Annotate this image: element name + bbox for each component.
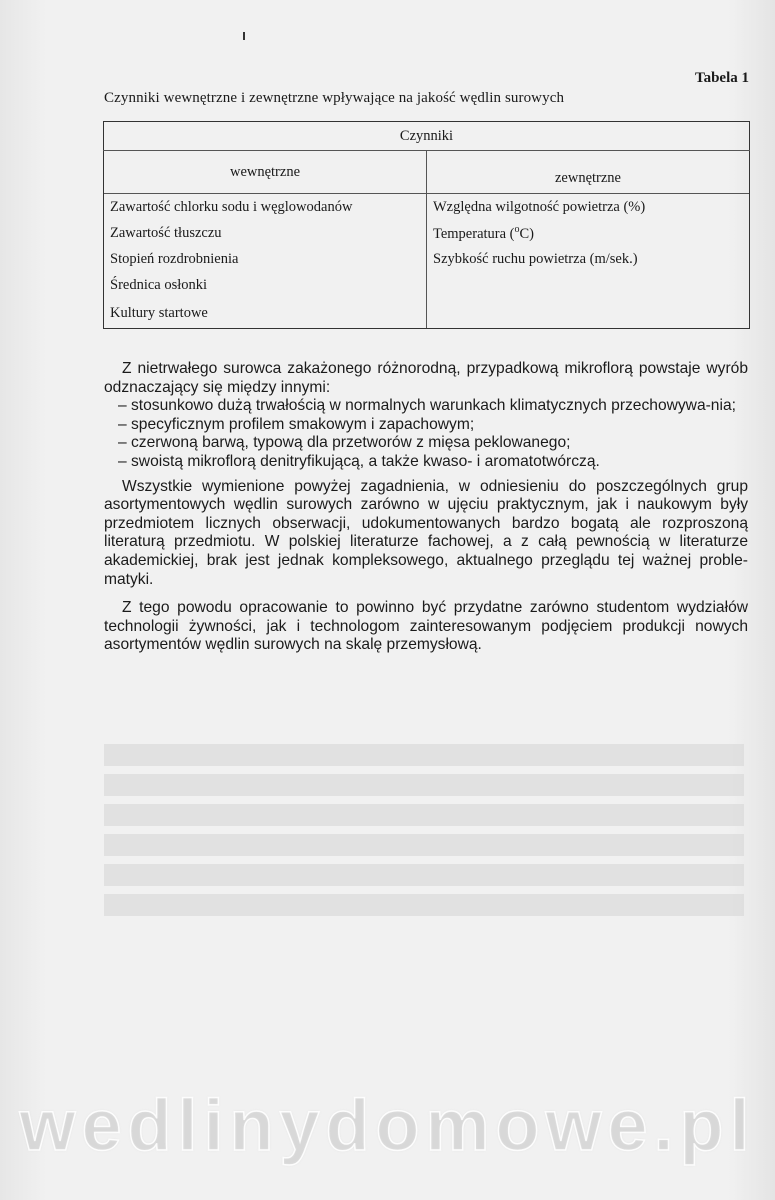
external-factor-cell [427,272,750,298]
table-caption: Czynniki wewnętrzne i zewnętrzne wpływające na jakość wędlin surowych [104,90,565,106]
table-row [104,220,750,246]
bleed-through-text [104,736,744,916]
watermark-text: wedlinydomowe.pl [19,1086,756,1166]
table-row [104,246,750,272]
list-item: – czerwoną barwą, typową dla przetworów z mięsa peklowanego; [118,434,571,452]
internal-factor-cell: Stopień rozdrobnienia [104,246,427,272]
column-header-internal: wewnętrzne [104,151,427,194]
table-row [104,272,750,298]
table-row [104,194,750,220]
bullet-list [104,397,748,471]
list-item: – stosunkowo dużą trwałością w normalnych warunkach klimatycznych przechowywa-nia; [118,397,736,415]
column-header-external: zewnętrzne [427,151,750,194]
table-main-header: Czynniki [104,122,750,151]
internal-factor-cell: Kultury startowe [104,298,427,329]
body-text [104,360,748,665]
page-mark [243,32,245,40]
internal-factor-cell: Średnica osłonki [104,272,427,298]
external-factor-cell: Temperatura ($^o$C) [427,220,750,246]
external-factor-cell: Szybkość ruchu powietrza (m/sek.) [427,246,750,272]
list-item: – specyficznym profilem smakowym i zapachowym; [118,415,475,433]
paragraph-body: Z tego powodu opracowanie to powinno być przydatne zarówno studentom wydziałów technologii żywności, jak i technologom zainteresowanym podjęciem produkcji nowych asortymentów wędlin surowych na skalę przemysłową. [104,599,748,654]
paragraph-intro: Z nietrwałego surowca zakażonego różnorodną, przypadkową mikroflorą powstaje wyrób odznaczający się między innymi: [104,360,748,396]
factors-table [103,121,750,329]
internal-factor-cell: Zawartość tłuszczu [104,220,427,246]
table-number-label: Tabela 1 [694,70,749,86]
table-row [104,298,750,329]
internal-factor-cell: Zawartość chlorku sodu i węglowodanów [104,194,427,220]
paragraph-body: Wszystkie wymienione powyżej zagadnienia, w odniesieniu do poszczególnych grup asortymentowych wędlin surowych zarówno w ujęciu praktycznym, jak i naukowym były przedmiotem licznych obserwacji, udokumentowanych bardzo bogatą ale rozproszoną literaturą przedmiotu. W polskiej literaturze fachowej, a z całą pewnością w literaturze akademickiej, brak jest jednak kompleksowego, aktualnego przeglądu tej ważnej proble-matyki. [104,477,748,588]
external-factor-cell: Względna wilgotność powietrza (%) [427,194,750,220]
external-factor-cell [427,298,750,329]
list-item: – swoistą mikroflorą denitryfikującą, a także kwaso- i aromatotwórczą. [118,452,600,470]
